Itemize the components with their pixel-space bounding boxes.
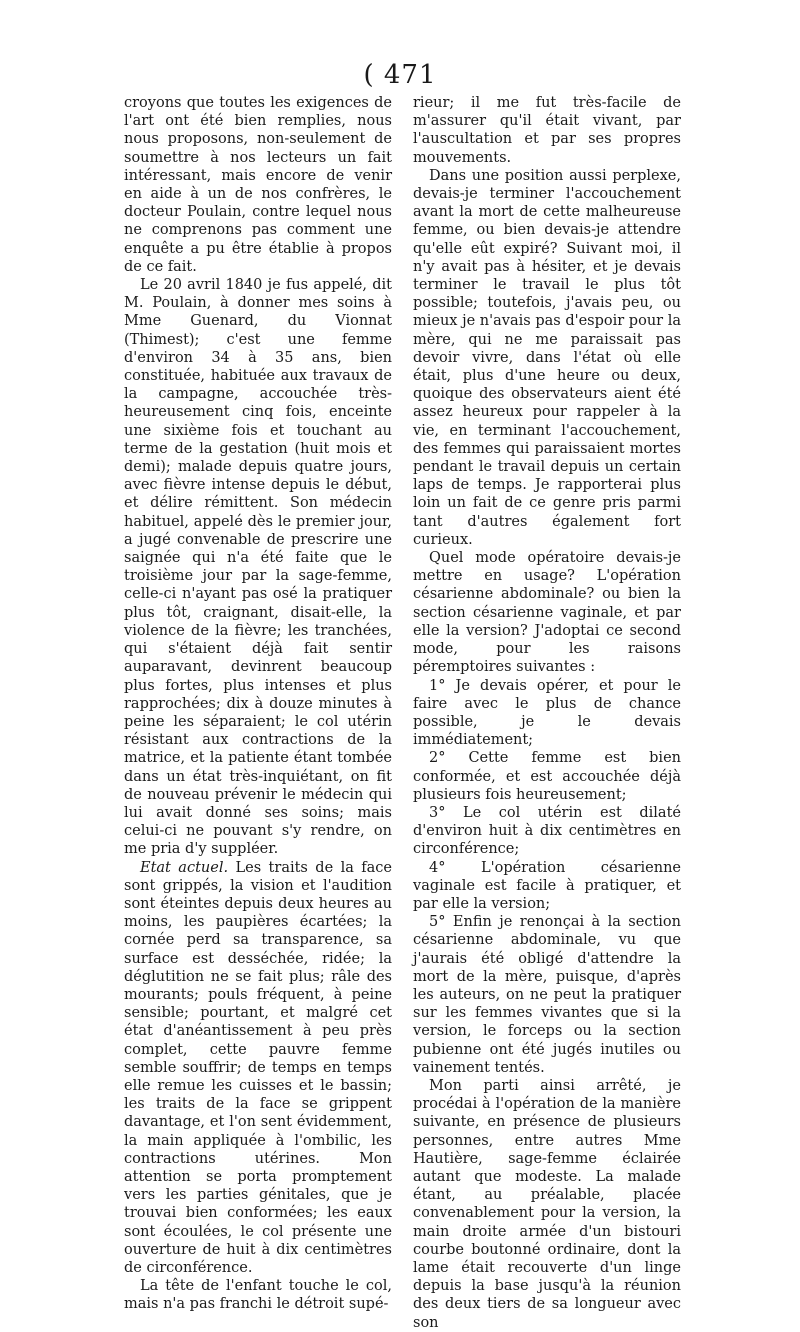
left-column xyxy=(124,94,392,1314)
right-column xyxy=(413,94,681,1332)
paragraph: Dans une position aussi perplexe, devais-je terminer l'accouchement avant la mort de cette malheureuse femme, ou bien devais-je attendre qu'elle eût expiré? Suivant moi, il n'y avait pas à hésiter, et je devais terminer le travail le plus tôt possible; toutefois, j'avais peu, ou mieux je n'avais pas d'espoir pour la mère, qui ne me paraissait pas devoir vivre, dans l'état où elle était, plus d'une heure ou deux, quoique des observateurs aient été assez heureux pour rappeler à la vie, en terminant l'accouchement, des femmes qui paraissaient mortes pendant le travail depuis un certain laps de temps. Je rapporterai plus loin un fait de ce genre pris parmi tant d'autres également fort curieux. xyxy=(413,167,681,548)
paragraph xyxy=(124,859,392,1278)
section-heading: Etat actuel. xyxy=(140,859,229,876)
page-number: ( 471 xyxy=(363,60,437,90)
paragraph: 5° Enfin je renonçai à la section césarienne abdominale, vu que j'aurais été obligé d'attendre la mort de la mère, puisque, d'après les auteurs, on ne peut la pratiquer sur les femmes vivantes que si la version, le forceps ou la section pubienne ont été jugés inutiles ou vainement tentés. xyxy=(413,914,681,1076)
paragraph: croyons que toutes les exigences de l'art ont été bien remplies, nous nous proposons, non-seulement de soumettre à nos lecteurs un fait intéressant, mais encore de venir en aide à un de nos confrères, le docteur Poulain, contre lequel nous ne comprenons pas comment une enquête a pu être établie à propos de ce fait. xyxy=(124,95,392,275)
paragraph: 1° Je devais opérer, et pour le faire avec le plus de chance possible, je le devais immédiatement; xyxy=(413,677,681,749)
paragraph: La tête de l'enfant touche le col, mais n'a pas franchi le détroit supé- xyxy=(124,1278,392,1313)
paragraph-text: Les traits de la face sont grippés, la vision et l'audition sont éteintes depuis deux heures au moins, les paupières écartées; la cornée perd sa transparence, sa surface est desséchée, ridée; la déglutition ne se fait plus; râle des mourants; pouls fréquent, à peine sensible; pourtant, et malgré cet état d'anéantissement à peu près complet, cette pauvre femme semble souffrir; de temps en temps elle remue les cuisses et le bassin; les traits de la face se grippent davantage, et l'on sent évidemment, la main appliquée à l'ombilic, les contractions utérines. Mon attention se porta promptement vers les parties génitales, que je trouvai bien conformées; les eaux sont écoulées, le col présente une ouverture de huit à dix centimètres de circonférence. xyxy=(124,859,392,1276)
paragraph: 4° L'opération césarienne vaginale est facile à pratiquer, et par elle la version; xyxy=(413,859,681,912)
paragraph: Quel mode opératoire devais-je mettre en usage? L'opération césarienne abdominale? ou bien la section césarienne vaginale, et par elle la version? J'adoptai ce second mode, pour les raisons péremptoires suivantes : xyxy=(413,550,681,676)
paragraph: rieur; il me fut très-facile de m'assurer qu'il était vivant, par l'auscultation et par ses propres mouvements. xyxy=(413,95,681,166)
paragraph: 2° Cette femme est bien conformée, et est accouchée déjà plusieurs fois heureusement; xyxy=(413,750,681,803)
paragraph: 3° Le col utérin est dilaté d'environ huit à dix centimètres en circonférence; xyxy=(413,804,681,858)
paragraph: Le 20 avril 1840 je fus appelé, dit M. Poulain, à donner mes soins à Mme Guenard, du Vionnat (Thimest); c'est une femme d'environ 34 à 35 ans, bien constituée, habituée aux travaux de la campagne, accouchée très-heureusement cinq fois, enceinte une sixième fois et touchant au terme de la gestation (huit mois et demi); malade depuis quatre jours, avec fièvre intense depuis le début, et délire rémittent. Son médecin habituel, appelé dès le premier jour, a jugé convenable de prescrire une saignée qui n'a été faite que le troisième jour par la sage-femme, celle-ci n'ayant pas osé la pratiquer plus tôt, craignant, disait-elle, la violence de la fièvre; les tranchées, qui s'étaient déjà fait sentir auparavant, devinrent beaucoup plus fortes, plus intenses et plus rapprochées; dix à douze minutes à peine les séparaient; le col utérin résistant aux contractions de la matrice, et la patiente étant tombée dans un état très-inquiétant, on fit de nouveau prévenir le médecin qui lui avait donné ses soins; mais celui-ci ne pouvant s'y rendre, on me pria d'y suppléer. xyxy=(124,277,392,858)
paragraph: Mon parti ainsi arrêté, je procédai à l'opération de la manière suivante, en présence de plusieurs personnes, entre autres Mme Hautière, sage-femme éclairée autant que modeste. La malade étant, au préalable, placée convenablement pour la version, la main droite armée d'un bistouri courbe boutonné ordinaire, dont la lame était recouverte d'un linge depuis la base jusqu'à la réunion des deux tiers de sa longueur avec son xyxy=(413,1077,681,1331)
